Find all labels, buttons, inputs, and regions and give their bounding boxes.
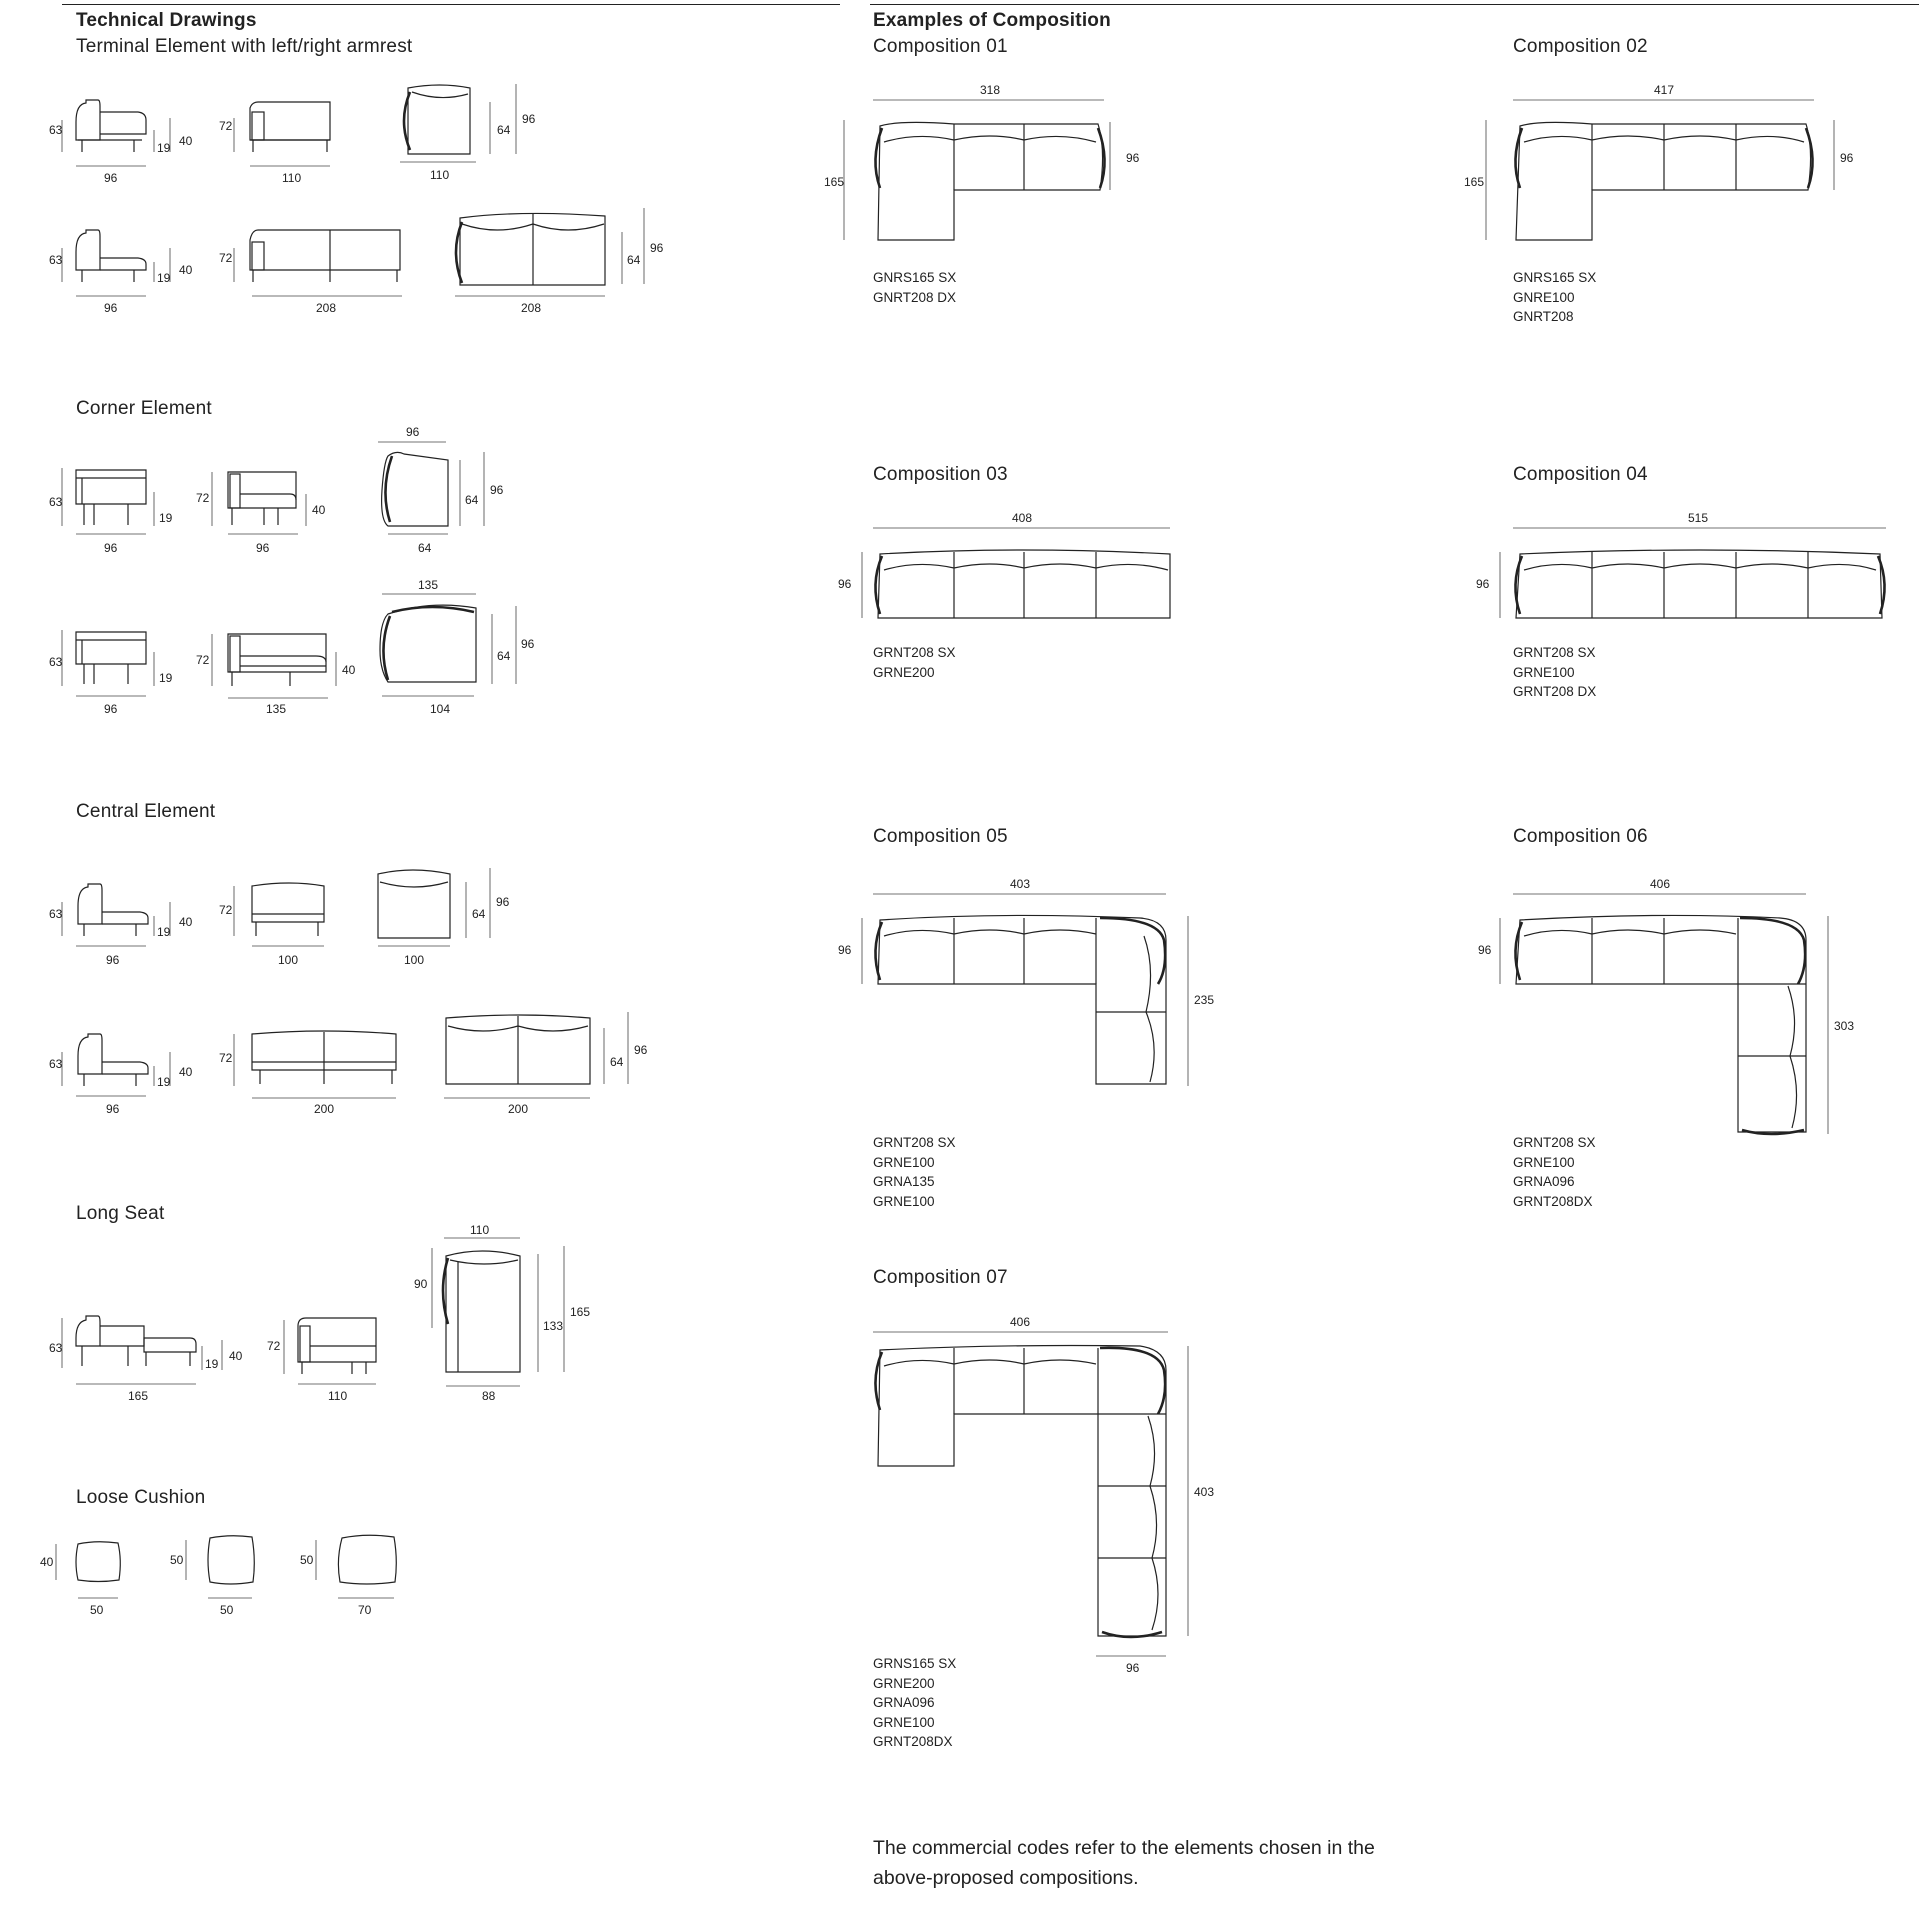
code-line: GRNT208 SX: [873, 1135, 956, 1150]
code-line: GRNE100: [873, 1154, 935, 1170]
dim-length: 165: [128, 1389, 149, 1403]
dim-height: 63: [49, 253, 63, 267]
dim-width: 64: [418, 541, 432, 555]
dim-width: 200: [314, 1102, 335, 1116]
dim-bottom: 96: [1126, 1661, 1140, 1675]
code-line: GRNE100: [873, 1193, 935, 1209]
code-line: GRNE200: [873, 1675, 935, 1691]
code-line: GRNA096: [873, 1695, 935, 1710]
dim-seat-depth: 64: [465, 493, 479, 507]
dim-top-width: 110: [470, 1223, 490, 1237]
central-side-drawing: [49, 884, 193, 967]
dim-height: 63: [49, 1341, 63, 1355]
dim-depth: 96: [1478, 943, 1492, 957]
dim-height: 72: [219, 119, 233, 133]
dim-width: 318: [980, 83, 1001, 97]
cushion-small-drawing: [40, 1542, 120, 1617]
code-line: GRNT208DX: [1513, 1193, 1593, 1209]
terminal-front-long-drawing: [219, 230, 402, 315]
code-line: GRNT208 DX: [1513, 684, 1597, 699]
composition-03-drawing: [838, 511, 1170, 618]
corner-top-drawing: [378, 425, 504, 555]
terminal-top-drawing: [400, 84, 536, 182]
code-line: GRNE100: [1513, 1154, 1575, 1170]
dim-depth: 96: [521, 637, 535, 651]
dim-width: 50: [90, 1603, 104, 1617]
corner-element-title: Corner Element: [76, 398, 212, 419]
dim-height: 63: [49, 907, 63, 921]
terminal-side-open-drawing: [49, 230, 193, 315]
technical-drawings-heading: Technical Drawings: [76, 10, 257, 31]
dim-height: 72: [219, 251, 233, 265]
dim-depth: 96: [104, 301, 118, 315]
dim-seat-depth: 64: [627, 253, 641, 267]
code-line: GRNA096: [1513, 1174, 1575, 1189]
dim-width: 200: [508, 1102, 529, 1116]
central-top-long-drawing: [444, 1012, 648, 1116]
dim-width: 110: [328, 1389, 348, 1403]
central-side-2-drawing: [49, 1034, 193, 1116]
dim-width: 208: [521, 301, 542, 315]
composition-01-title: Composition 01: [873, 36, 1008, 57]
dim-top-width: 96: [406, 425, 420, 439]
dim-arm: 40: [179, 263, 193, 277]
composition-03-title: Composition 03: [873, 464, 1008, 485]
dim-width: 403: [1010, 877, 1031, 891]
dim-seat-depth: 64: [497, 123, 511, 137]
dim-width: 70: [358, 1603, 372, 1617]
dim-side: 303: [1834, 1019, 1855, 1033]
dim-depth: 96: [1840, 151, 1854, 165]
dim-width: 208: [316, 301, 337, 315]
dim-width: 88: [482, 1389, 496, 1403]
dim-seat-depth: 64: [610, 1055, 624, 1069]
dim-width: 406: [1010, 1315, 1031, 1329]
dim-height: 50: [170, 1553, 184, 1567]
dim-depth: 96: [1476, 577, 1490, 591]
dim-side: 165: [824, 175, 845, 189]
dim-seat-depth: 64: [497, 649, 511, 663]
code-line: GRNE200: [873, 664, 935, 680]
dim-arm: 40: [179, 134, 193, 148]
dim-height: 63: [49, 495, 63, 509]
dim-depth: 96: [522, 112, 536, 126]
dim-depth: 96: [256, 541, 270, 555]
code-line: GNRT208 DX: [873, 289, 957, 305]
composition-04-drawing: [1476, 511, 1886, 618]
dim-height: 63: [49, 655, 63, 669]
composition-01-drawing: [824, 83, 1140, 240]
dim-depth: 96: [106, 953, 120, 967]
composition-06-drawing: [1478, 877, 1854, 1134]
dim-depth: 96: [104, 541, 118, 555]
long-seat-front-drawing: [267, 1318, 376, 1403]
dim-depth: 96: [650, 241, 664, 255]
dim-width: 110: [282, 171, 302, 185]
dim-seat: 19: [157, 271, 171, 285]
code-line: GRNA135: [873, 1174, 935, 1189]
composition-07-drawing: [873, 1315, 1214, 1675]
dim-width: 100: [404, 953, 425, 967]
composition-02-drawing: [1464, 83, 1854, 240]
dim-depth: 96: [104, 171, 118, 185]
dim-height: 50: [300, 1553, 314, 1567]
long-seat-top-drawing: [414, 1223, 590, 1403]
dim-width: 110: [430, 168, 450, 182]
dim-side: 403: [1194, 1485, 1215, 1499]
dim-seat: 19: [157, 141, 171, 155]
cushion-square-drawing: [170, 1536, 254, 1617]
dim-arm: 40: [229, 1349, 243, 1363]
central-element-title: Central Element: [76, 801, 216, 822]
dim-width: 417: [1654, 83, 1675, 97]
dim-top-width: 135: [418, 578, 439, 592]
code-line: GNRE100: [1513, 289, 1575, 305]
code-line: GRNE100: [873, 1714, 935, 1730]
dim-height: 63: [49, 123, 63, 137]
corner-top-2-drawing: [380, 578, 535, 716]
dim-seat-depth: 133: [543, 1319, 564, 1333]
dim-side: 235: [1194, 993, 1215, 1007]
dim-depth: 96: [496, 895, 510, 909]
dim-depth: 96: [104, 702, 118, 716]
dim-width: 406: [1650, 877, 1671, 891]
dim-back: 90: [414, 1277, 428, 1291]
composition-05-title: Composition 05: [873, 826, 1008, 847]
terminal-side-armrest-drawing: [49, 100, 193, 185]
dim-seat: 19: [157, 925, 171, 939]
central-top-drawing: [378, 868, 510, 967]
composition-06-title: Composition 06: [1513, 826, 1648, 847]
terminal-top-long-drawing: [455, 208, 664, 315]
long-seat-side-drawing: [49, 1316, 243, 1403]
dim-height: 72: [219, 903, 233, 917]
code-line: GNRT208: [1513, 309, 1574, 324]
dim-arm: 40: [179, 1065, 193, 1079]
dim-depth: 96: [838, 943, 852, 957]
corner-side-drawing: [49, 468, 173, 555]
composition-07-title: Composition 07: [873, 1267, 1008, 1288]
code-line: GNRS165 SX: [873, 270, 957, 285]
dim-seat-depth: 64: [472, 907, 486, 921]
code-line: GRNT208 SX: [1513, 1135, 1596, 1150]
dim-seat: 19: [159, 671, 173, 685]
dim-width: 408: [1012, 511, 1033, 525]
dim-width: 50: [220, 1603, 234, 1617]
dim-width: 515: [1688, 511, 1709, 525]
code-line: GRNT208 SX: [873, 645, 956, 660]
dim-width: 135: [266, 702, 287, 716]
code-line: GNRS165 SX: [1513, 270, 1597, 285]
dim-arm: 40: [312, 503, 326, 517]
dim-depth: 96: [1126, 151, 1140, 165]
dim-seat: 19: [157, 1075, 171, 1089]
dim-seat: 19: [159, 511, 173, 525]
terminal-front-drawing: [219, 102, 330, 185]
terminal-element-title: Terminal Element with left/right armrest: [76, 36, 413, 57]
composition-04-title: Composition 04: [1513, 464, 1648, 485]
dim-arm: 40: [342, 663, 356, 677]
dim-depth: 96: [634, 1043, 648, 1057]
code-line: GRNS165 SX: [873, 1656, 957, 1671]
dim-arm: 40: [179, 915, 193, 929]
dim-length: 165: [570, 1305, 591, 1319]
central-front-long-drawing: [219, 1031, 396, 1116]
dim-width: 104: [430, 702, 451, 716]
dim-depth: 96: [838, 577, 852, 591]
dim-depth: 96: [106, 1102, 120, 1116]
dim-height: 72: [196, 491, 210, 505]
corner-front-2-drawing: [196, 634, 356, 716]
composition-05-drawing: [838, 877, 1214, 1086]
dim-height: 72: [219, 1051, 233, 1065]
cushion-wide-drawing: [300, 1535, 396, 1617]
loose-cushion-title: Loose Cushion: [76, 1487, 206, 1508]
corner-side-2-drawing: [49, 630, 173, 716]
dim-height: 40: [40, 1555, 54, 1569]
dim-height: 63: [49, 1057, 63, 1071]
commercial-codes-footnote: The commercial codes refer to the elements chosen in the above-proposed compositions.: [873, 1837, 1375, 1889]
code-line: GRNT208 SX: [1513, 645, 1596, 660]
composition-02-title: Composition 02: [1513, 36, 1648, 57]
dim-depth: 96: [490, 483, 504, 497]
dim-side: 165: [1464, 175, 1485, 189]
dim-width: 100: [278, 953, 299, 967]
dim-seat: 19: [205, 1357, 219, 1371]
code-line: GRNT208DX: [873, 1734, 953, 1749]
long-seat-title: Long Seat: [76, 1203, 165, 1224]
dim-height: 72: [267, 1339, 281, 1353]
central-front-drawing: [219, 883, 324, 967]
dim-height: 72: [196, 653, 210, 667]
code-line: GRNE100: [1513, 664, 1575, 680]
examples-of-composition-heading: Examples of Composition: [873, 10, 1111, 31]
corner-front-drawing: [196, 472, 326, 555]
